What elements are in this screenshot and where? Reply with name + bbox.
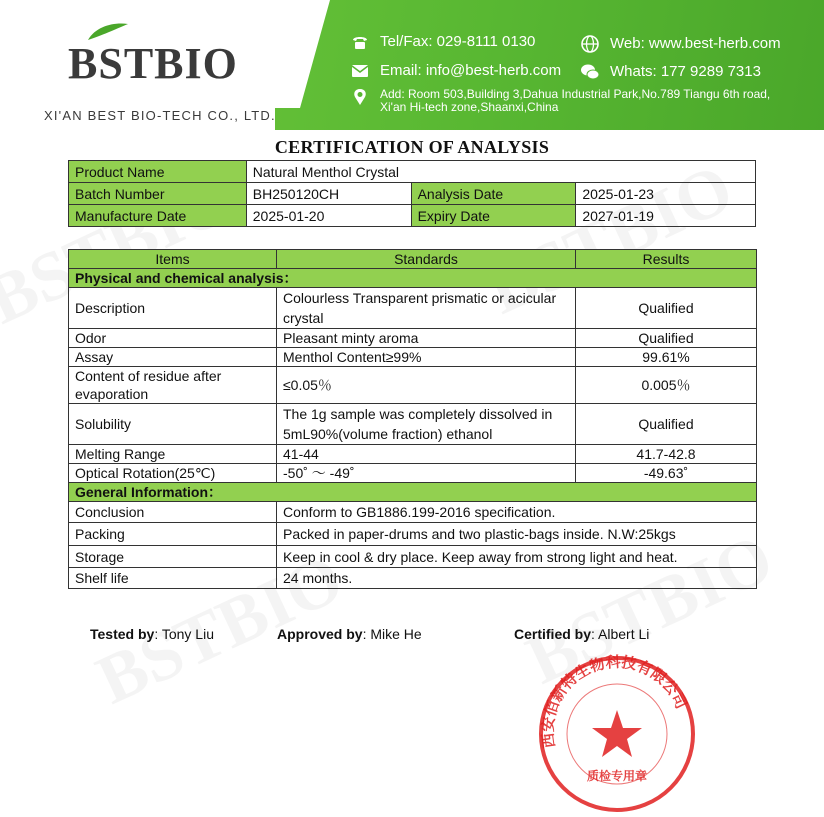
row-standard: Colourless Transparent prismatic or acicular crystal <box>277 288 576 329</box>
brand-logo: BSTBIO <box>68 39 238 88</box>
batch-number-label: Batch Number <box>69 183 247 205</box>
row-item: Shelf life <box>69 568 277 589</box>
section-row <box>69 483 757 502</box>
row-standard: The 1g sample was completely dissolved in 5mL90%(volume fraction) ethanol <box>277 404 576 445</box>
table-row <box>69 464 757 483</box>
approved-by <box>277 626 422 642</box>
table-row <box>69 288 757 329</box>
company-name: XI'AN BEST BIO-TECH CO., LTD. <box>44 108 276 123</box>
row-standard: Menthol Content≥99% <box>277 348 576 367</box>
row-value: Conform to GB1886.199-2016 specification. <box>277 502 757 523</box>
header-items: Items <box>69 250 277 269</box>
product-name-label: Product Name <box>69 161 247 183</box>
row-result: Qualified <box>576 404 757 445</box>
email-text: Email: info@best-herb.com <box>380 62 562 79</box>
approved-by-label: Approved by <box>277 626 363 642</box>
tel-text: Tel/Fax: 029-8111 0130 <box>380 33 536 50</box>
row-standard: -50˚ ～ -49˚ <box>277 464 576 483</box>
row-value: Packed in paper-drums and two plastic-bags inside. N.W:25kgs <box>277 523 757 546</box>
row-value: 24 months. <box>277 568 757 589</box>
manufacture-date-value: 2025-01-20 <box>246 205 411 227</box>
table-row <box>69 445 757 464</box>
phone-icon <box>350 32 370 52</box>
row-standard: 41-44 <box>277 445 576 464</box>
row-standard: Pleasant minty aroma <box>277 329 576 348</box>
row-item: Content of residue after evaporation <box>69 367 277 404</box>
whats-text: Whats: 177 9289 7313 <box>610 63 761 80</box>
row-item: Solubility <box>69 404 277 445</box>
svg-text:西安佰新特生物科技有限公司: 西安佰新特生物科技有限公司 <box>538 652 691 750</box>
row-item: Conclusion <box>69 502 277 523</box>
row-item: Melting Range <box>69 445 277 464</box>
row-item: Odor <box>69 329 277 348</box>
row-result: Qualified <box>576 329 757 348</box>
approved-by-name: : Mike He <box>362 626 422 642</box>
analysis-date-value: 2025-01-23 <box>576 183 756 205</box>
row-item: Description <box>69 288 277 329</box>
globe-icon <box>580 34 600 54</box>
row-result: Qualified <box>576 288 757 329</box>
table-row <box>69 404 757 445</box>
document-title: CERTIFICATION OF ANALYSIS <box>274 137 550 157</box>
row-result: 41.7-42.8 <box>576 445 757 464</box>
certified-by <box>514 626 649 642</box>
table-row <box>69 348 757 367</box>
section-physical-chemical: Physical and chemical analysis： <box>69 269 757 288</box>
product-info-table <box>68 160 756 227</box>
certified-by-label: Certified by <box>514 626 592 642</box>
table-row <box>69 329 757 348</box>
table-row <box>69 502 757 523</box>
row-result: 99.61% <box>576 348 757 367</box>
table-row <box>69 367 757 404</box>
row-result: -49.63˚ <box>576 464 757 483</box>
section-row <box>69 269 757 288</box>
product-name-value: Natural Menthol Crystal <box>246 161 755 183</box>
row-item: Packing <box>69 523 277 546</box>
tested-by <box>90 626 214 642</box>
row-item: Optical Rotation(25℃) <box>69 464 277 483</box>
address-line-2: Xi'an Hi-tech zone,Shaanxi,China <box>380 100 559 114</box>
row-result: 0.005％ <box>576 367 757 404</box>
wechat-icon <box>580 62 600 82</box>
header-standards: Standards <box>277 250 576 269</box>
manufacture-date-label: Manufacture Date <box>69 205 247 227</box>
row-standard: ≤0.05％ <box>277 367 576 404</box>
table-header-row <box>69 250 757 269</box>
location-pin-icon <box>350 88 370 108</box>
section-general-information: General Information： <box>69 483 757 502</box>
row-item: Storage <box>69 546 277 568</box>
analysis-date-label: Analysis Date <box>411 183 576 205</box>
table-row <box>69 568 757 589</box>
web-text: Web: www.best-herb.com <box>610 35 781 52</box>
header-results: Results <box>576 250 757 269</box>
company-seal-stamp <box>535 652 700 817</box>
row-item: Assay <box>69 348 277 367</box>
analysis-table <box>68 249 757 589</box>
tested-by-name: : Tony Liu <box>154 626 214 642</box>
expiry-date-value: 2027-01-19 <box>576 205 756 227</box>
table-row <box>69 523 757 546</box>
certified-by-name: : Albert Li <box>591 626 650 642</box>
row-value: Keep in cool & dry place. Keep away from strong light and heat. <box>277 546 757 568</box>
expiry-date-label: Expiry Date <box>411 205 576 227</box>
mail-icon <box>350 61 370 81</box>
letterhead <box>0 0 824 130</box>
table-row <box>69 546 757 568</box>
address-line-1: Add: Room 503,Building 3,Dahua Industrial Park,No.789 Tiangu 6th road, <box>380 87 771 101</box>
svg-text:质检专用章: 质检专用章 <box>586 769 648 783</box>
batch-number-value: BH250120CH <box>246 183 411 205</box>
tested-by-label: Tested by <box>90 626 155 642</box>
